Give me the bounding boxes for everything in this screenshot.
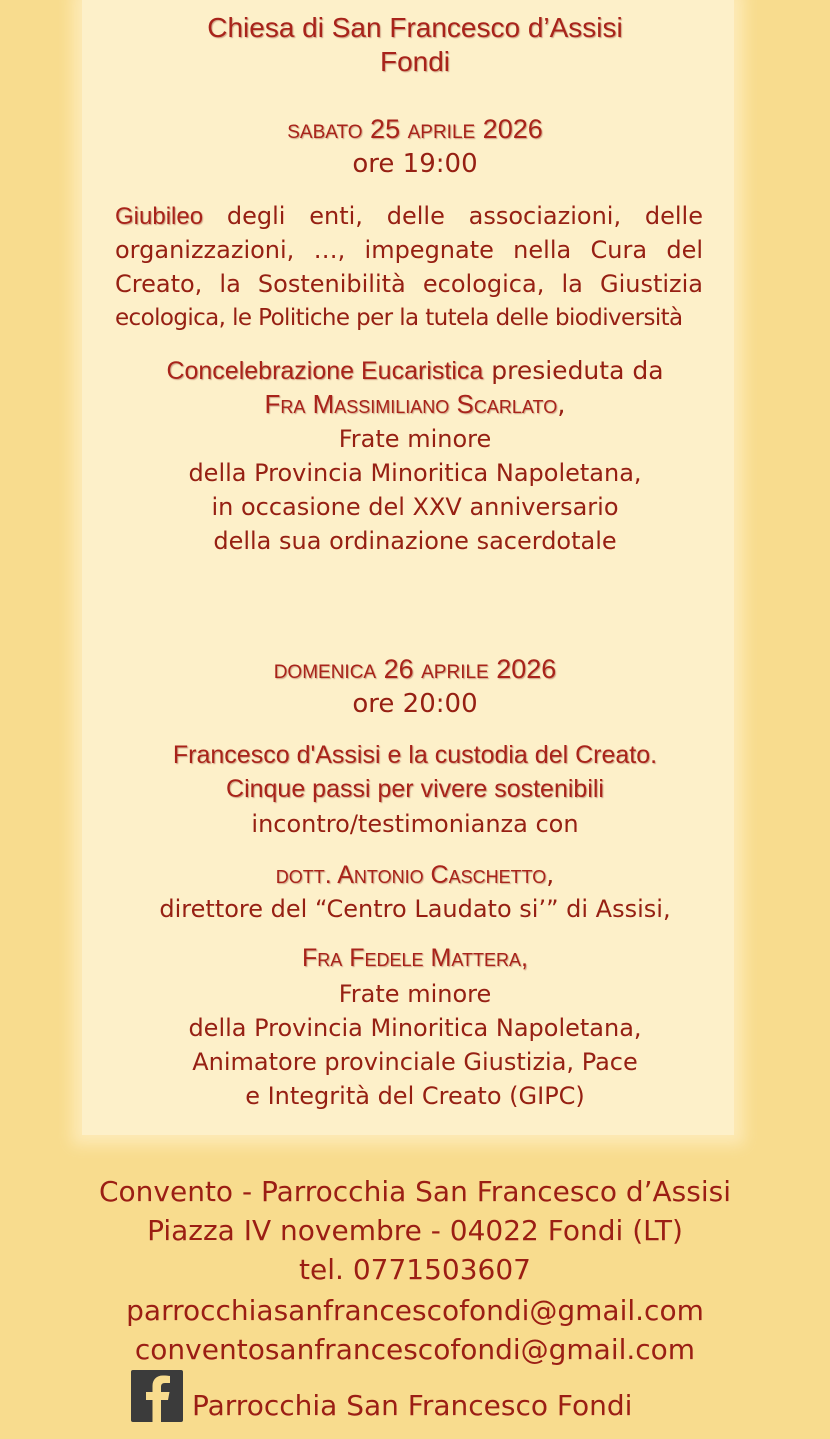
event1-line4: della sua ordinazione sacerdotale — [213, 527, 617, 555]
church-name: Chiesa di San Francesco d’Assisi — [207, 12, 623, 43]
speaker2-line3: Animatore provinciale Giustizia, Pace — [192, 1048, 638, 1076]
concelebrazione-line — [0, 358, 830, 384]
speaker1-line: dott. Antonio Caschetto, — [275, 860, 555, 889]
celebrant-name: Fra Massimiliano Scarlato — [264, 389, 558, 419]
footer-email1[interactable]: parrocchiasanfrancescofondi@gmail.com — [126, 1294, 704, 1327]
speaker2-name: Fra Fedele Mattera, — [302, 944, 528, 972]
speaker1-name: dott. Antonio Caschetto — [275, 861, 547, 889]
presieduta-text: presieduta da — [491, 356, 664, 385]
footer-email2[interactable]: conventosanfrancescofondi@gmail.com — [134, 1333, 696, 1366]
event2-time: ore 20:00 — [352, 689, 478, 719]
footer-tel: tel. 0771503607 — [299, 1253, 531, 1286]
facebook-icon[interactable] — [131, 1370, 183, 1422]
speaker2-line2: della Provincia Minoritica Napoletana, — [188, 1014, 642, 1042]
speaker2-line1: Frate minore — [338, 980, 492, 1008]
celebrant-line: Fra Massimiliano Scarlato, — [264, 389, 566, 420]
event2-title-line2: Cinque passi per vivere sostenibili — [226, 775, 604, 803]
event1-line3: in occasione del XXV anniversario — [211, 493, 619, 521]
event1-line1: Frate minore — [338, 425, 492, 453]
concelebrazione-title: Concelebrazione Eucaristica — [166, 357, 484, 385]
giubileo-word: Giubileo — [115, 203, 204, 230]
event1-line2: della Provincia Minoritica Napoletana, — [188, 459, 642, 487]
facebook-page-link[interactable]: Parrocchia San Francesco Fondi — [192, 1389, 633, 1422]
event1-time: ore 19:00 — [352, 149, 478, 179]
town-name: Fondi — [379, 46, 451, 77]
event1-giubileo-line4: ecologica, le Politiche per la tutela delle biodiversità — [115, 305, 683, 331]
speaker2-line4: e Integrità del Creato (GIPC) — [245, 1082, 585, 1110]
event1-date: sabato 25 aprile 2026 — [287, 114, 543, 144]
footer-address: Piazza IV novembre - 04022 Fondi (LT) — [147, 1214, 683, 1247]
event2-date: domenica 26 aprile 2026 — [273, 654, 557, 684]
footer-convento: Convento - Parrocchia San Francesco d’Assisi — [98, 1175, 732, 1208]
event2-title-line1: Francesco d'Assisi e la custodia del Creato. — [172, 741, 658, 769]
incontro-text: incontro/testimonianza con — [251, 810, 579, 838]
event1-giubileo-line3: Creato, la Sostenibilità ecologica, la Giustizia — [115, 270, 703, 298]
speaker1-role: direttore del “Centro Laudato si’” di Assisi, — [159, 895, 671, 923]
event1-giubileo-line1: Giubileo degli enti, delle associazioni, delle — [115, 202, 703, 230]
event1-giubileo-line2: organizzazioni, …, impegnate nella Cura del — [115, 236, 703, 264]
